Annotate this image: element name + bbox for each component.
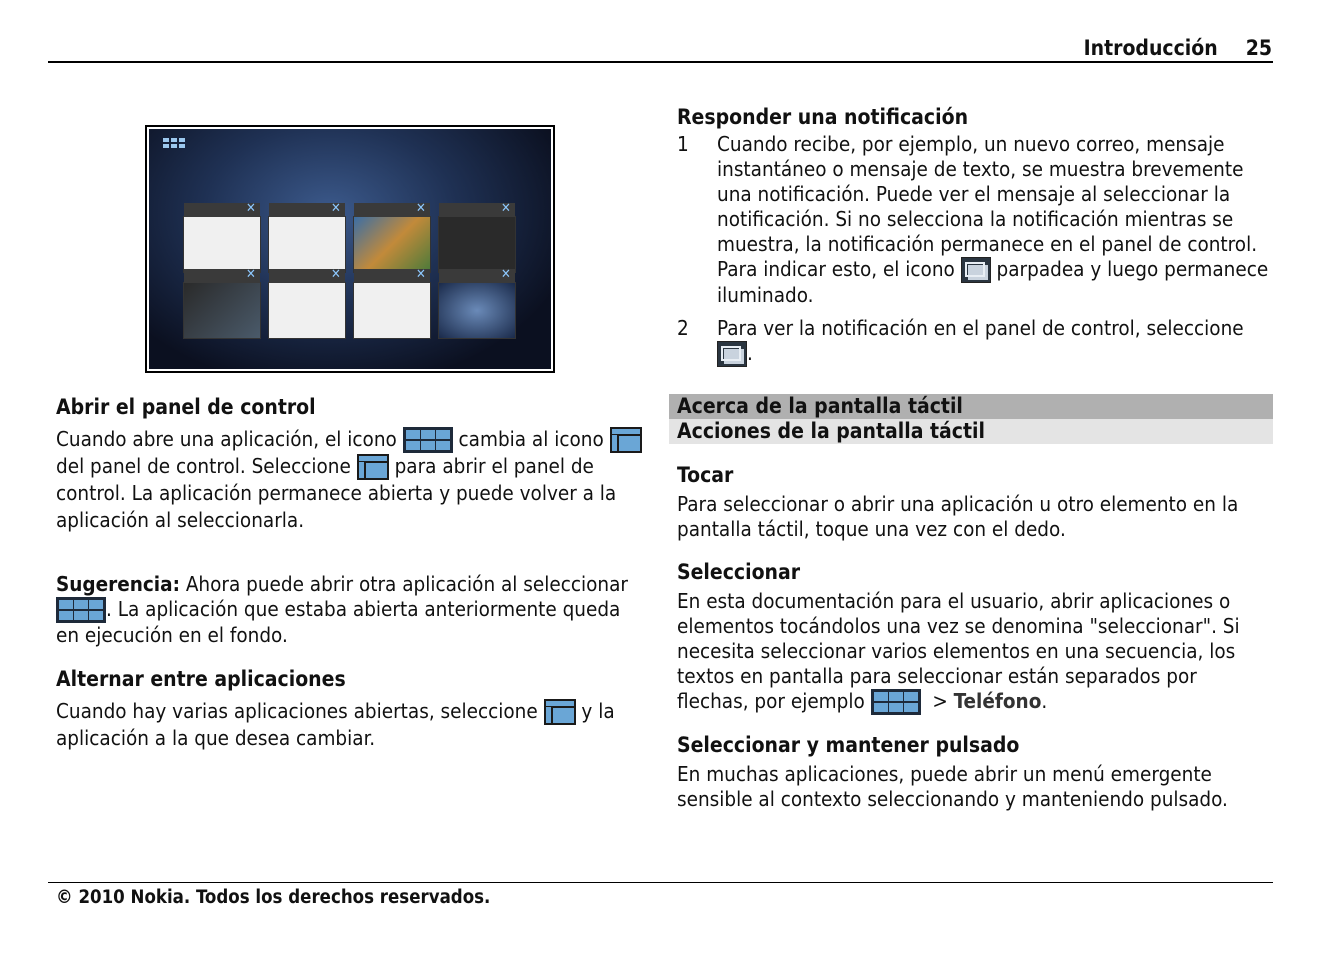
paragraph-open-dashboard: Cuando abre una aplicación, el icono cambia al icono del panel de control. Seleccione para abrir el panel de control. La aplicación permanece abierta y puede volver a la aplicación al seleccionarla. bbox=[56, 426, 644, 534]
page-number: 25 bbox=[1245, 36, 1272, 60]
close-icon: ✕ bbox=[331, 267, 341, 282]
close-icon: ✕ bbox=[331, 201, 341, 216]
notification-steps bbox=[677, 132, 1273, 367]
copyright: © 2010 Nokia. Todos los derechos reservados. bbox=[56, 887, 491, 908]
app-menu-icon bbox=[403, 427, 453, 453]
app-thumbnail-feed bbox=[353, 267, 431, 339]
subsection-title: Acciones de la pantalla táctil bbox=[669, 419, 1273, 444]
dashboard-screenshot bbox=[145, 125, 555, 373]
app-thumbnail-chat bbox=[268, 201, 346, 273]
dashboard-icon bbox=[357, 454, 389, 480]
right-column-lower bbox=[677, 462, 1273, 812]
app-menu-icon bbox=[871, 689, 921, 715]
paragraph-select: En esta documentación para el usuario, abrir aplicaciones o elementos tocándolos una vez se denomina "seleccionar". Si necesita seleccionar varios elementos en una secuencia, los textos en pantalla para seleccionar están separados por flechas, por ejemplo > Teléfono. bbox=[677, 589, 1240, 713]
notification-icon bbox=[961, 257, 991, 283]
app-thumbnail-media bbox=[183, 267, 261, 339]
close-icon: ✕ bbox=[501, 201, 511, 216]
footer-rule bbox=[48, 882, 1273, 883]
close-icon: ✕ bbox=[416, 201, 426, 216]
dashboard-icon bbox=[610, 427, 642, 453]
close-icon: ✕ bbox=[416, 267, 426, 282]
paragraph-switch-apps: Cuando hay varias aplicaciones abiertas, seleccione y la aplicación a la que desea cambiar. bbox=[56, 699, 615, 750]
close-icon: ✕ bbox=[501, 267, 511, 282]
heading-open-dashboard: Abrir el panel de control bbox=[56, 395, 316, 419]
phone-label: Teléfono bbox=[953, 689, 1042, 713]
tip-paragraph: Sugerencia: Ahora puede abrir otra aplicación al seleccionar . La aplicación que estaba abierta anteriormente queda en ejecución en el fondo. bbox=[56, 572, 628, 647]
app-thumbnail-contacts bbox=[438, 201, 516, 273]
paragraph-tap: Para seleccionar o abrir una aplicación u otro elemento en la pantalla táctil, toque una vez con el dedo. bbox=[677, 492, 1239, 541]
step-item: 2 Para ver la notificación en el panel de control, seleccione . bbox=[677, 316, 1244, 365]
paragraph-select-hold: En muchas aplicaciones, puede abrir un menú emergente sensible al contexto seleccionando y manteniendo pulsado. bbox=[677, 762, 1228, 811]
dashboard-icon bbox=[544, 699, 576, 725]
step-item: 1 Cuando recibe, por ejemplo, un nuevo correo, mensaje instantáneo o mensaje de texto, se muestra brevemente una notificación. Puede ver el mensaje al seleccionar la notificación. Si no selecciona la notificación mientras se muestra, la notificación permanece en el panel de control. Para indicar esto, el icono parpadea y luego permanece iluminado. bbox=[677, 132, 1269, 307]
tip-label: Sugerencia: bbox=[56, 572, 180, 596]
page-header bbox=[1084, 36, 1272, 60]
app-menu-icon bbox=[163, 135, 203, 153]
left-column bbox=[56, 394, 644, 752]
right-column bbox=[677, 104, 1273, 375]
heading-select: Seleccionar bbox=[677, 560, 801, 584]
header-rule bbox=[48, 61, 1273, 63]
heading-switch-apps: Alternar entre aplicaciones bbox=[56, 667, 346, 691]
close-icon: ✕ bbox=[246, 267, 256, 282]
app-thumbnail-video bbox=[438, 267, 516, 339]
heading-select-hold: Seleccionar y mantener pulsado bbox=[677, 733, 1020, 757]
dashboard-background bbox=[149, 129, 551, 369]
close-icon: ✕ bbox=[246, 201, 256, 216]
heading-tap: Tocar bbox=[677, 463, 734, 487]
section-title: Acerca de la pantalla táctil bbox=[669, 394, 1273, 419]
heading-respond-notification: Responder una notificación bbox=[677, 105, 969, 129]
header-section: Introducción bbox=[1083, 36, 1218, 60]
notification-icon bbox=[717, 341, 747, 367]
app-menu-icon bbox=[56, 597, 106, 623]
app-thumbnail-browser bbox=[183, 201, 261, 273]
app-thumbnail-photos bbox=[353, 201, 431, 273]
app-thumbnail-email bbox=[268, 267, 346, 339]
